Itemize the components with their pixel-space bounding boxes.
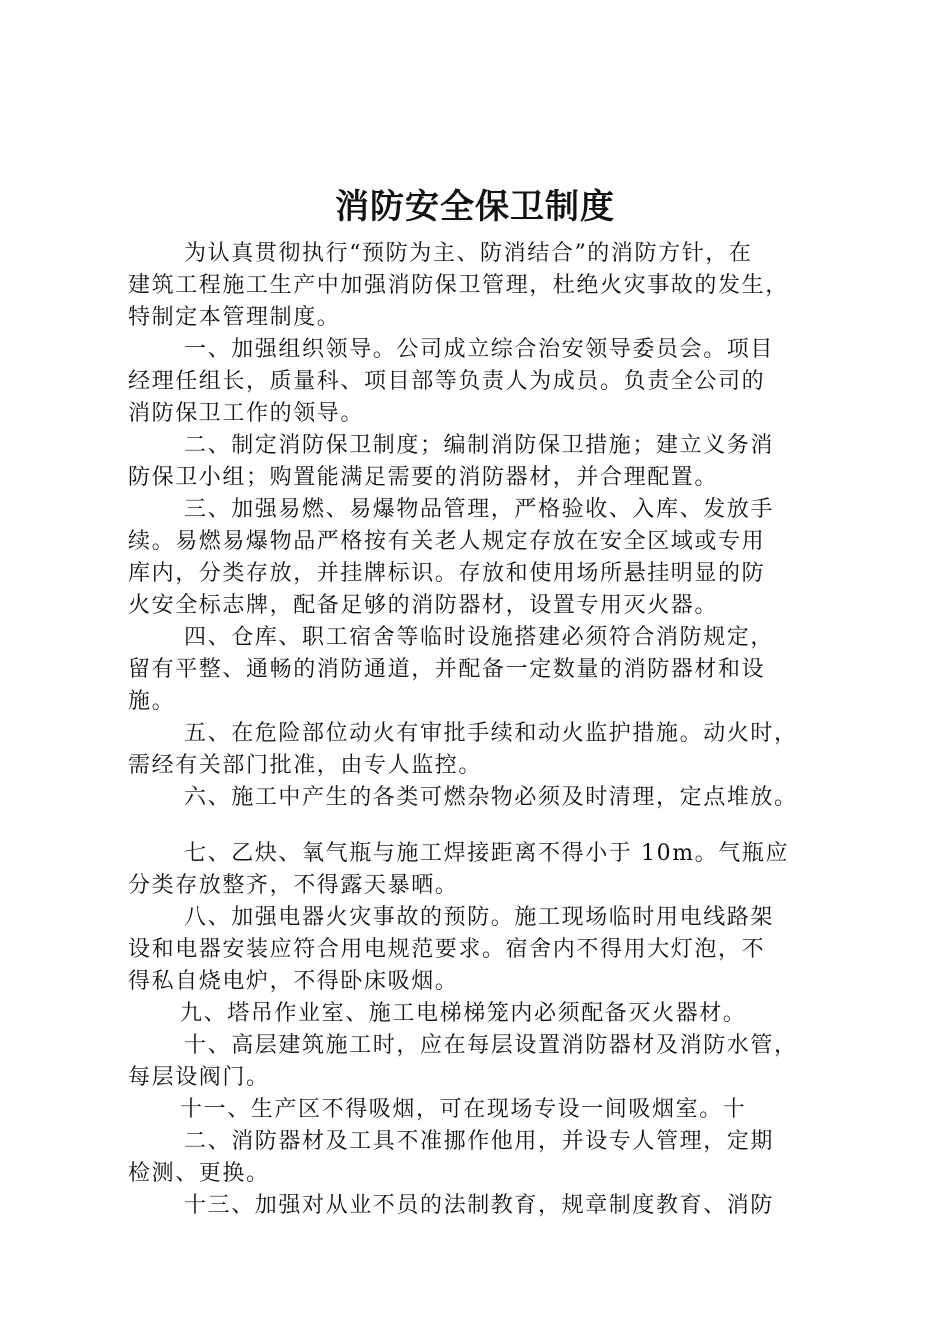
paragraph-line: 防保卫小组；购置能满足需要的消防器材，并合理配置。 [128,465,719,490]
paragraph-line: 经理任组长，质量科、项目部等负责人为成员。负责全公司的 [128,369,766,394]
paragraph-line: 每层设阀门。 [128,1065,270,1090]
paragraph-line: 五、在危险部位动火有审批手续和动火监护措施。动火时， [184,721,798,746]
paragraph-line: 留有平整、通畅的消防通道，并配备一定数量的消防器材和设 [128,657,766,682]
paragraph-line: 续。易燃易爆物品严格按有关老人规定存放在安全区域或专用 [128,529,766,554]
paragraph-line: 施。 [128,689,176,714]
paragraph-line: 火安全标志牌，配备足够的消防器材，设置专用灭火器。 [128,593,719,618]
paragraph-line: 一、加强组织领导。公司成立综合治安领导委员会。项目 [184,337,775,362]
paragraph-line: 设和电器安装应符合用电规范要求。宿舍内不得用大灯泡，不 [128,937,766,962]
paragraph-line: 得私自烧电炉，不得卧床吸烟。 [128,969,459,994]
paragraph-line: 为认真贯彻执行“预防为主、防消结合”的消防方针，在 [184,241,753,266]
paragraph-line: 十、高层建筑施工时，应在每层设置消防器材及消防水管， [184,1033,798,1058]
paragraph-line: 七、乙炔、氧气瓶与施工焊接距离不得小于 10m。气瓶应 [184,841,790,866]
paragraph-line: 特制定本管理制度。 [128,305,341,330]
paragraph-line: 分类存放整齐，不得露天暴晒。 [128,873,459,898]
paragraph-line: 九、塔吊作业室、施工电梯梯笼内必须配备灭火器材。 [180,1001,747,1026]
paragraph-line: 六、施工中产生的各类可燃杂物必须及时清理，定点堆放。 [184,785,798,810]
paragraph-line: 二、消防器材及工具不准挪作他用，并设专人管理，定期 [184,1129,775,1154]
paragraph-line: 二、制定消防保卫制度；编制消防保卫措施；建立义务消 [184,433,775,458]
paragraph-line: 十三、加强对从业不员的法制教育，规章制度教育、消防 [184,1193,775,1218]
paragraph-line: 需经有关部门批准，由专人监控。 [128,753,483,778]
paragraph-line: 三、加强易燃、易爆物品管理，严格验收、入库、发放手 [184,497,775,522]
paragraph-line: 检测、更换。 [128,1161,270,1186]
paragraph-line: 库内，分类存放，并挂牌标识。存放和使用场所悬挂明显的防 [128,561,766,586]
paragraph-line: 消防保卫工作的领导。 [128,401,365,426]
paragraph-line: 八、加强电器火灾事故的预防。施工现场临时用电线路架 [184,905,775,930]
paragraph-line: 四、仓库、职工宿舍等临时设施搭建必须符合消防规定， [184,625,775,650]
page-title: 消防安全保卫制度 [335,187,615,227]
paragraph-line: 十一、生产区不得吸烟，可在现场专设一间吸烟室。十 [180,1097,747,1122]
paragraph-line: 建筑工程施工生产中加强消防保卫管理，杜绝火灾事故的发生， [128,273,789,298]
